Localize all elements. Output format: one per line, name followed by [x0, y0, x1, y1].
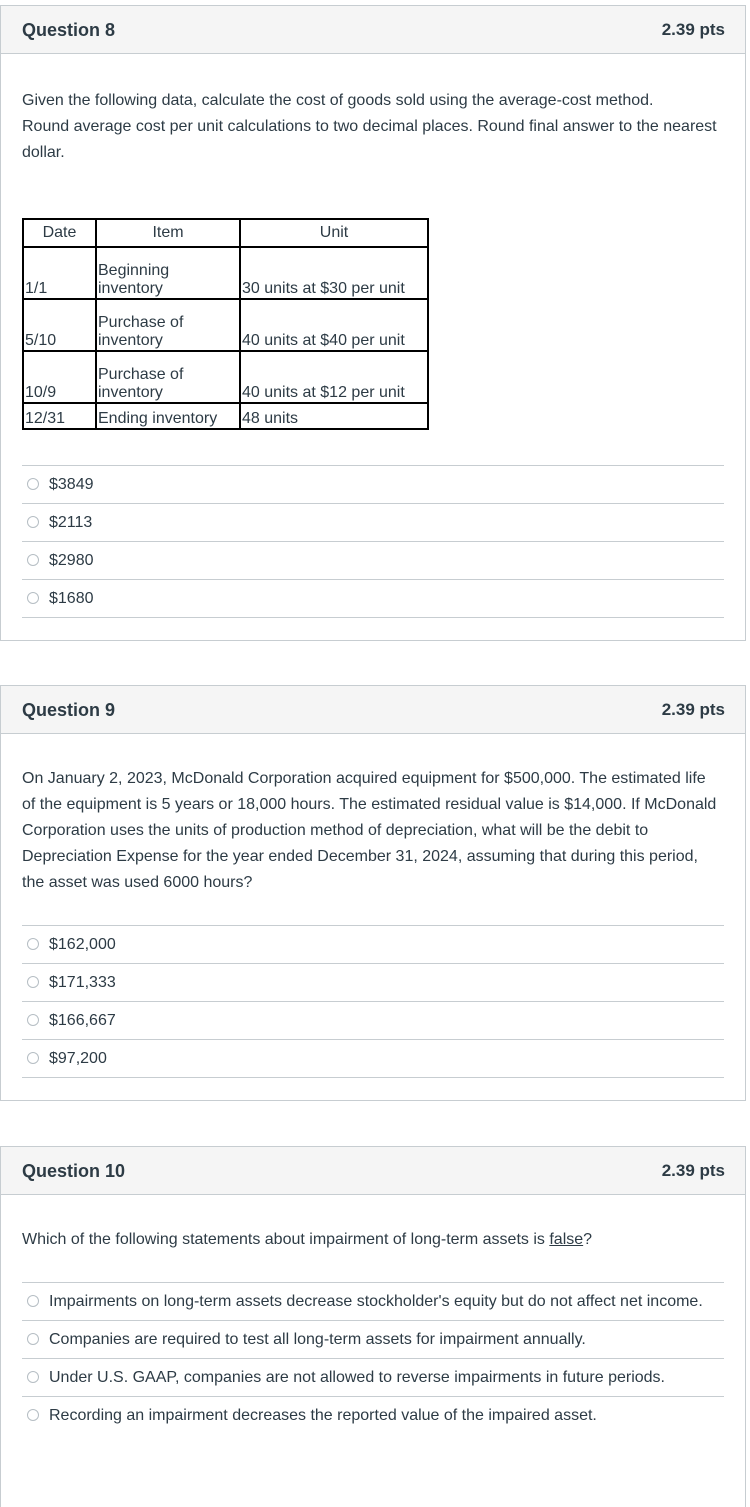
table-row — [23, 299, 428, 351]
unit-cell: 30 units at $30 per unit — [240, 247, 428, 299]
column-header-item: Item — [96, 219, 240, 247]
answer-list — [22, 1282, 724, 1434]
radio-button[interactable] — [27, 478, 39, 490]
answer-label: $3849 — [49, 476, 94, 493]
radio-button[interactable] — [27, 976, 39, 988]
radio-button[interactable] — [27, 1014, 39, 1026]
answer-option[interactable] — [22, 465, 724, 503]
date-cell: 5/10 — [23, 299, 96, 351]
unit-cell: 48 units — [240, 403, 428, 429]
item-cell: Beginning inventory — [96, 247, 240, 299]
question-8-card — [0, 5, 746, 641]
question-text-line: Round average cost per unit calculations to two decimal places. Round final answer to the nearest dollar. — [22, 118, 717, 161]
question-text-line: Which of the following statements about impairment of long-term assets is false? — [22, 1231, 593, 1248]
question-9-card — [0, 685, 746, 1101]
question-points: 2.39 pts — [661, 700, 725, 719]
radio-button[interactable] — [27, 938, 39, 950]
question-text — [22, 766, 722, 896]
answer-label: $171,333 — [49, 974, 116, 991]
question-text — [22, 88, 722, 166]
radio-button[interactable] — [27, 1295, 39, 1307]
table-row — [23, 247, 428, 299]
question-header — [1, 6, 745, 54]
question-points: 2.39 pts — [661, 1161, 725, 1180]
answer-option[interactable] — [22, 1282, 724, 1320]
question-text — [22, 1227, 722, 1253]
radio-button[interactable] — [27, 1333, 39, 1345]
table-row — [23, 351, 428, 403]
answer-list — [22, 925, 724, 1078]
item-cell: Ending inventory — [96, 403, 240, 429]
inventory-table — [22, 218, 429, 430]
answer-option[interactable] — [22, 1001, 724, 1039]
column-header-date: Date — [23, 219, 96, 247]
question-title: Question 9 — [22, 700, 116, 720]
emphasis-false: false — [549, 1231, 584, 1248]
unit-cell: 40 units at $12 per unit — [240, 351, 428, 403]
answer-label: Under U.S. GAAP, companies are not allowed to reverse impairments in future periods. — [49, 1369, 665, 1386]
answer-label: Impairments on long-term assets decrease stockholder's equity but do not affect net income. — [49, 1293, 703, 1310]
radio-button[interactable] — [27, 1371, 39, 1383]
question-10-card — [0, 1146, 746, 1507]
answer-label: Companies are required to test all long-term assets for impairment annually. — [49, 1331, 586, 1348]
question-points: 2.39 pts — [661, 20, 725, 39]
answer-label: $166,667 — [49, 1012, 116, 1029]
answer-option[interactable] — [22, 925, 724, 963]
answer-label: $2113 — [49, 514, 93, 531]
answer-option[interactable] — [22, 963, 724, 1001]
radio-button[interactable] — [27, 1409, 39, 1421]
answer-label: $2980 — [49, 552, 94, 569]
answer-option[interactable] — [22, 1358, 724, 1396]
table-header-row — [23, 219, 428, 247]
answer-label: $1680 — [49, 590, 94, 607]
question-title: Question 8 — [22, 20, 116, 40]
answer-option[interactable] — [22, 541, 724, 579]
table-row — [23, 403, 428, 429]
item-cell: Purchase of inventory — [96, 351, 240, 403]
question-header — [1, 686, 745, 734]
question-text-line: Given the following data, calculate the cost of goods sold using the average-cost method. — [22, 92, 654, 109]
answer-label: $97,200 — [49, 1050, 107, 1067]
question-text-line: On January 2, 2023, McDonald Corporation acquired equipment for $500,000. The estimated life of the equipment is 5 years or 18,000 hours. The estimated residual value is $14,000. If McDonald Corporation uses the units of production method of depreciation, what will be the debit to Depreciation Expense for the year ended December 31, 2024, assuming that during this period, the asset was used 6000 hours? — [22, 770, 717, 891]
answer-option[interactable] — [22, 1396, 724, 1434]
item-cell: Purchase of inventory — [96, 299, 240, 351]
answer-label: $162,000 — [49, 936, 116, 953]
answer-option[interactable] — [22, 579, 724, 618]
question-title: Question 10 — [22, 1161, 126, 1181]
date-cell: 1/1 — [23, 247, 96, 299]
unit-cell: 40 units at $40 per unit — [240, 299, 428, 351]
answer-list — [22, 465, 724, 618]
radio-button[interactable] — [27, 516, 39, 528]
question-header — [1, 1147, 745, 1195]
radio-button[interactable] — [27, 1052, 39, 1064]
answer-option[interactable] — [22, 1320, 724, 1358]
date-cell: 12/31 — [23, 403, 96, 429]
answer-option[interactable] — [22, 1039, 724, 1078]
date-cell: 10/9 — [23, 351, 96, 403]
column-header-unit: Unit — [240, 219, 428, 247]
answer-label: Recording an impairment decreases the reported value of the impaired asset. — [49, 1407, 597, 1424]
radio-button[interactable] — [27, 554, 39, 566]
radio-button[interactable] — [27, 592, 39, 604]
answer-option[interactable] — [22, 503, 724, 541]
